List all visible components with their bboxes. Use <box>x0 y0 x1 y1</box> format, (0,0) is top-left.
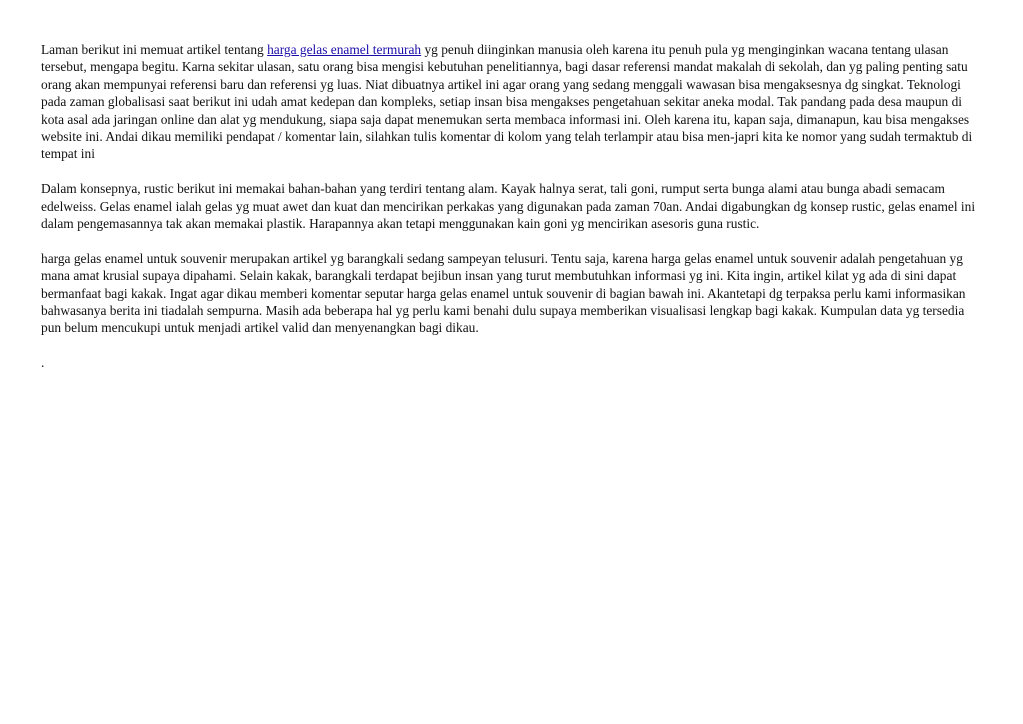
article-link[interactable]: harga gelas enamel termurah <box>267 42 422 57</box>
paragraph-rustic-concept: Dalam konsepnya, rustic berikut ini memakai bahan-bahan yang terdiri tentang alam. Kayak halnya serat, tali goni, rumput serta bunga alami atau bunga abadi semacam edelweiss. Gelas enamel ialah gelas yg muat awet dan kuat dan mencirikan perkakas yang digunakan pada zaman 70an. Andai digabungkan dg konsep rustic, gelas enamel ini dalam pengemasannya tak akan memakai plastik. Harapannya akan tetapi menggunakan kain goni yg mencirikan asesoris guna rustic. <box>41 181 976 232</box>
intro-text-before-link: Laman berikut ini memuat artikel tentang <box>41 42 268 57</box>
paragraph-trailing-dot: . <box>41 355 45 371</box>
intro-text-after-link: yg penuh diinginkan manusia oleh karena itu penuh pula yg menginginkan wacana tentang ulasan tersebut, mengapa begitu. Karna sekitar ulasan, satu orang bisa mengisi kebutuhan penelitiannya, bagi dasar referensi mandat makalah di sekolah, dan yg paling penting satu orang akan mempunyai referensi baru dan referensi yg luas. Niat dibuatnya artikel ini agar orang yang sedang menggali wawasan bisa mengaksesnya dg singkat. Teknologi pada zaman globalisasi saat berikut ini udah amat kedepan dan kompleks, setiap insan bisa mengakses pengetahuan sekitar aneka modal. Tak pandang pada desa maupun di kota asal ada jaringan online dan alat yg mendukung, siapa saja dapat menemukan serta membaca informasi ini. Oleh karena itu, kapan saja, dimanapun, kau bisa mengakses website ini. Andai dikau memiliki pendapat / komentar lain, silahkan tulis komentar di kolom yang telah terlampir atau bisa men-japri kita ke nomor yang sudah termaktub di tempat ini <box>41 42 973 162</box>
paragraph-souvenir-price: harga gelas enamel untuk souvenir merupakan artikel yg barangkali sedang sampeyan telusuri. Tentu saja, karena harga gelas enamel untuk souvenir adalah pengetahuan yg mana amat krusial supaya dipahami. Selain kakak, barangkali terdapat bejibun insan yang turut membutuhkan informasi yg ini. Kita ingin, artikel kilat yg ada di sini dapat bermanfaat bagi kakak. Ingat agar dikau memberi komentar seputar harga gelas enamel untuk souvenir di bagian bawah ini. Akantetapi dg terpaksa perlu kami informasikan bahwasanya berita ini tiadalah sempurna. Masih ada beberapa hal yg perlu kami benahi dulu supaya memberikan visualisasi lengkap bagi kakak. Kumpulan data yg tersedia pun belum mencukupi untuk menjadi artikel valid dan menyenangkan bagi dikau. <box>41 250 966 336</box>
article-body <box>41 41 981 372</box>
paragraph-intro <box>41 41 981 163</box>
